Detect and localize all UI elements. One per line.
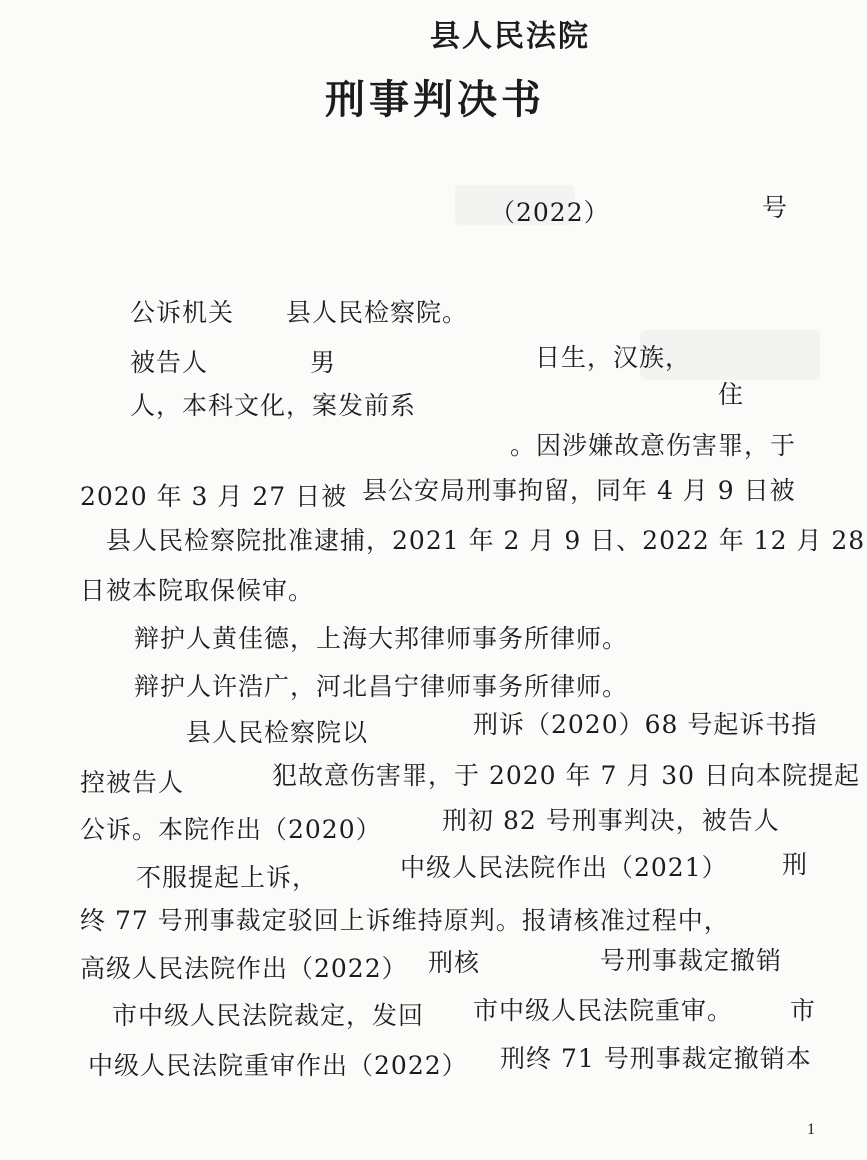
body-line: 犯故意伤害罪，于 2020 年 7 月 30 日向本院提起 (272, 761, 861, 790)
body-line: 住 (718, 380, 745, 409)
body-line: 日被本院取保候审。 (80, 576, 315, 605)
body-line: 县人民检察院批准逮捕，2021 年 2 月 9 日、2022 年 12 月 28 (106, 526, 866, 555)
body-line: 刑终 71 号刑事裁定撤销本 (500, 1044, 812, 1073)
body-line: 日生，汉族， (535, 343, 692, 372)
body-line: 中级人民法院重审作出（2022） (88, 1051, 468, 1080)
case-number-suffix: 号 (762, 193, 789, 222)
body-line: 被告人 (130, 348, 209, 377)
document-title: 刑事判决书 (325, 76, 545, 123)
body-line: 男 (310, 348, 337, 377)
body-line: 高级人民法院作出（2022） (80, 954, 408, 983)
body-line: 市 (790, 996, 817, 1025)
body-line: 2020 年 3 月 27 日被 (80, 482, 348, 511)
body-line: 不服提起上诉， (136, 863, 319, 892)
body-line: 终 77 号刑事裁定驳回上诉维持原判。报请核准过程中， (80, 906, 730, 935)
body-line: 。因涉嫌故意伤害罪，于 (510, 431, 797, 460)
body-line: 控被告人 (80, 768, 185, 797)
court-name: 县人民法院 (430, 19, 590, 54)
body-line: 市中级人民法院裁定，发回 (112, 1001, 425, 1030)
body-line: 中级人民法院作出（2021） (400, 853, 728, 882)
page-number: 1 (807, 1121, 815, 1138)
body-line: 公诉机关 县人民检察院。 (130, 298, 469, 327)
case-number-year: （2022） (490, 198, 610, 227)
body-line: 辩护人许浩广，河北昌宁律师事务所律师。 (134, 672, 629, 701)
body-line: 辩护人黄佳德，上海大邦律师事务所律师。 (134, 624, 629, 653)
body-line: 公诉。本院作出（2020） (80, 815, 382, 844)
body-line: 县公安局刑事拘留，同年 4 月 9 日被 (362, 476, 796, 505)
body-line: 号刑事裁定撤销 (600, 946, 783, 975)
body-line: 刑初 82 号刑事判决，被告人 (442, 806, 780, 835)
body-line: 刑 (782, 850, 809, 879)
body-line: 县人民检察院以 (186, 718, 369, 747)
body-line: 刑核 (428, 948, 481, 977)
body-line: 人，本科文化，案发前系 (130, 391, 417, 420)
body-line: 市中级人民法院重审。 (473, 996, 734, 1025)
body-line: 刑诉（2020）68 号起诉书指 (473, 710, 818, 739)
